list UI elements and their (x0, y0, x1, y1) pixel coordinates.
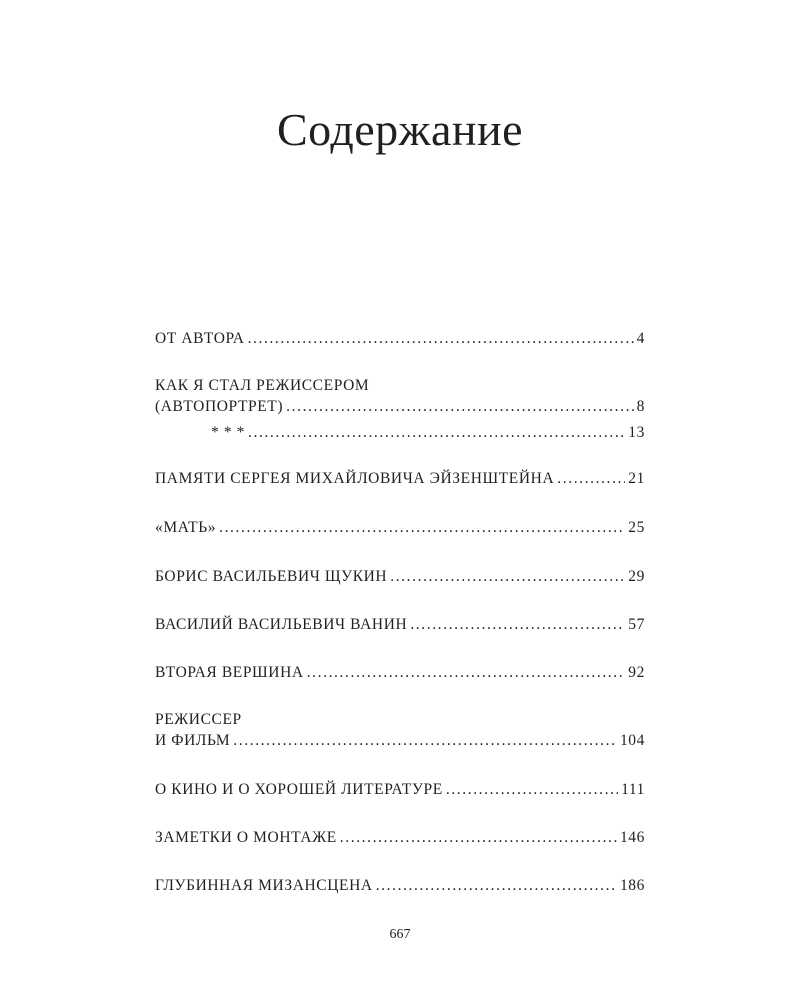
toc-entry-title: (АВТОПОРТРЕТ) (155, 398, 284, 415)
toc-entry-o-kino[interactable] (155, 781, 645, 803)
toc-entry-page: 4 (636, 330, 645, 347)
toc-leader-dots (410, 616, 625, 634)
toc-leader-dots (390, 568, 625, 586)
toc-leader-dots (446, 781, 618, 799)
toc-entry-montazh[interactable] (155, 829, 645, 851)
toc-entry-rezhisser-i-film[interactable] (155, 732, 645, 754)
toc-entry-heading: РЕЖИССЕР (155, 711, 242, 728)
toc-entry-page: 146 (619, 829, 645, 846)
toc-entry-mizanscena[interactable] (155, 877, 645, 899)
toc-entry-asterisks[interactable] (155, 424, 645, 446)
toc-entry-title: БОРИС ВАСИЛЬЕВИЧ ЩУКИН (155, 568, 388, 585)
toc-leader-dots (340, 829, 617, 847)
toc-entry-title: ОТ АВТОРА (155, 330, 245, 347)
toc-entry-title: ЗАМЕТКИ О МОНТАЖЕ (155, 829, 337, 846)
toc-leader-dots (248, 424, 625, 442)
page-title: Содержание (276, 104, 524, 155)
toc-entry-title: * * * (211, 424, 245, 441)
toc-entry-vtoraya-vershina[interactable] (155, 664, 645, 686)
toc-leader-dots (307, 664, 626, 682)
toc-leader-dots (557, 470, 625, 488)
toc-entry-page: 8 (636, 398, 645, 415)
toc-entry-heading: КАК Я СТАЛ РЕЖИССЕРОМ (155, 377, 370, 394)
toc-entry-title: ГЛУБИННАЯ МИЗАНСЦЕНА (155, 877, 373, 894)
toc-entry-page: 111 (621, 781, 645, 798)
toc-leader-dots (376, 877, 617, 895)
toc-entry-page: 92 (628, 664, 645, 681)
toc-entry-title: ПАМЯТИ СЕРГЕЯ МИХАЙЛОВИЧА ЭЙЗЕНШТЕЙНА (155, 470, 555, 487)
toc-entry-shchukin[interactable] (155, 568, 645, 590)
toc-entry-eisenstein[interactable] (155, 470, 645, 492)
toc-entry-ot-avtora[interactable] (155, 330, 645, 352)
toc-leader-dots (233, 732, 617, 750)
toc-entry-mat[interactable] (155, 519, 645, 541)
toc-entry-page: 57 (628, 616, 645, 633)
toc-entry-title: ВТОРАЯ ВЕРШИНА (155, 664, 304, 681)
toc-entry-vanin[interactable] (155, 616, 645, 638)
toc-entry-title: И ФИЛЬМ (155, 732, 231, 749)
toc-leader-dots (286, 398, 634, 416)
toc-entry-avtoportret[interactable] (155, 398, 645, 420)
toc-entry-page: 29 (628, 568, 645, 585)
toc-entry-page: 21 (628, 470, 645, 487)
toc-entry-page: 104 (619, 732, 645, 749)
page-number: 667 (389, 927, 411, 942)
toc-leader-dots (219, 519, 625, 537)
toc-entry-page: 186 (619, 877, 645, 894)
toc-entry-title: О КИНО И О ХОРОШЕЙ ЛИТЕРАТУРЕ (155, 781, 443, 798)
toc-entry-title: «МАТЬ» (155, 519, 217, 536)
toc-leader-dots (248, 330, 634, 348)
toc-entry-page: 13 (628, 424, 645, 441)
toc-entry-page: 25 (628, 519, 645, 536)
toc-entry-title: ВАСИЛИЙ ВАСИЛЬЕВИЧ ВАНИН (155, 616, 408, 633)
